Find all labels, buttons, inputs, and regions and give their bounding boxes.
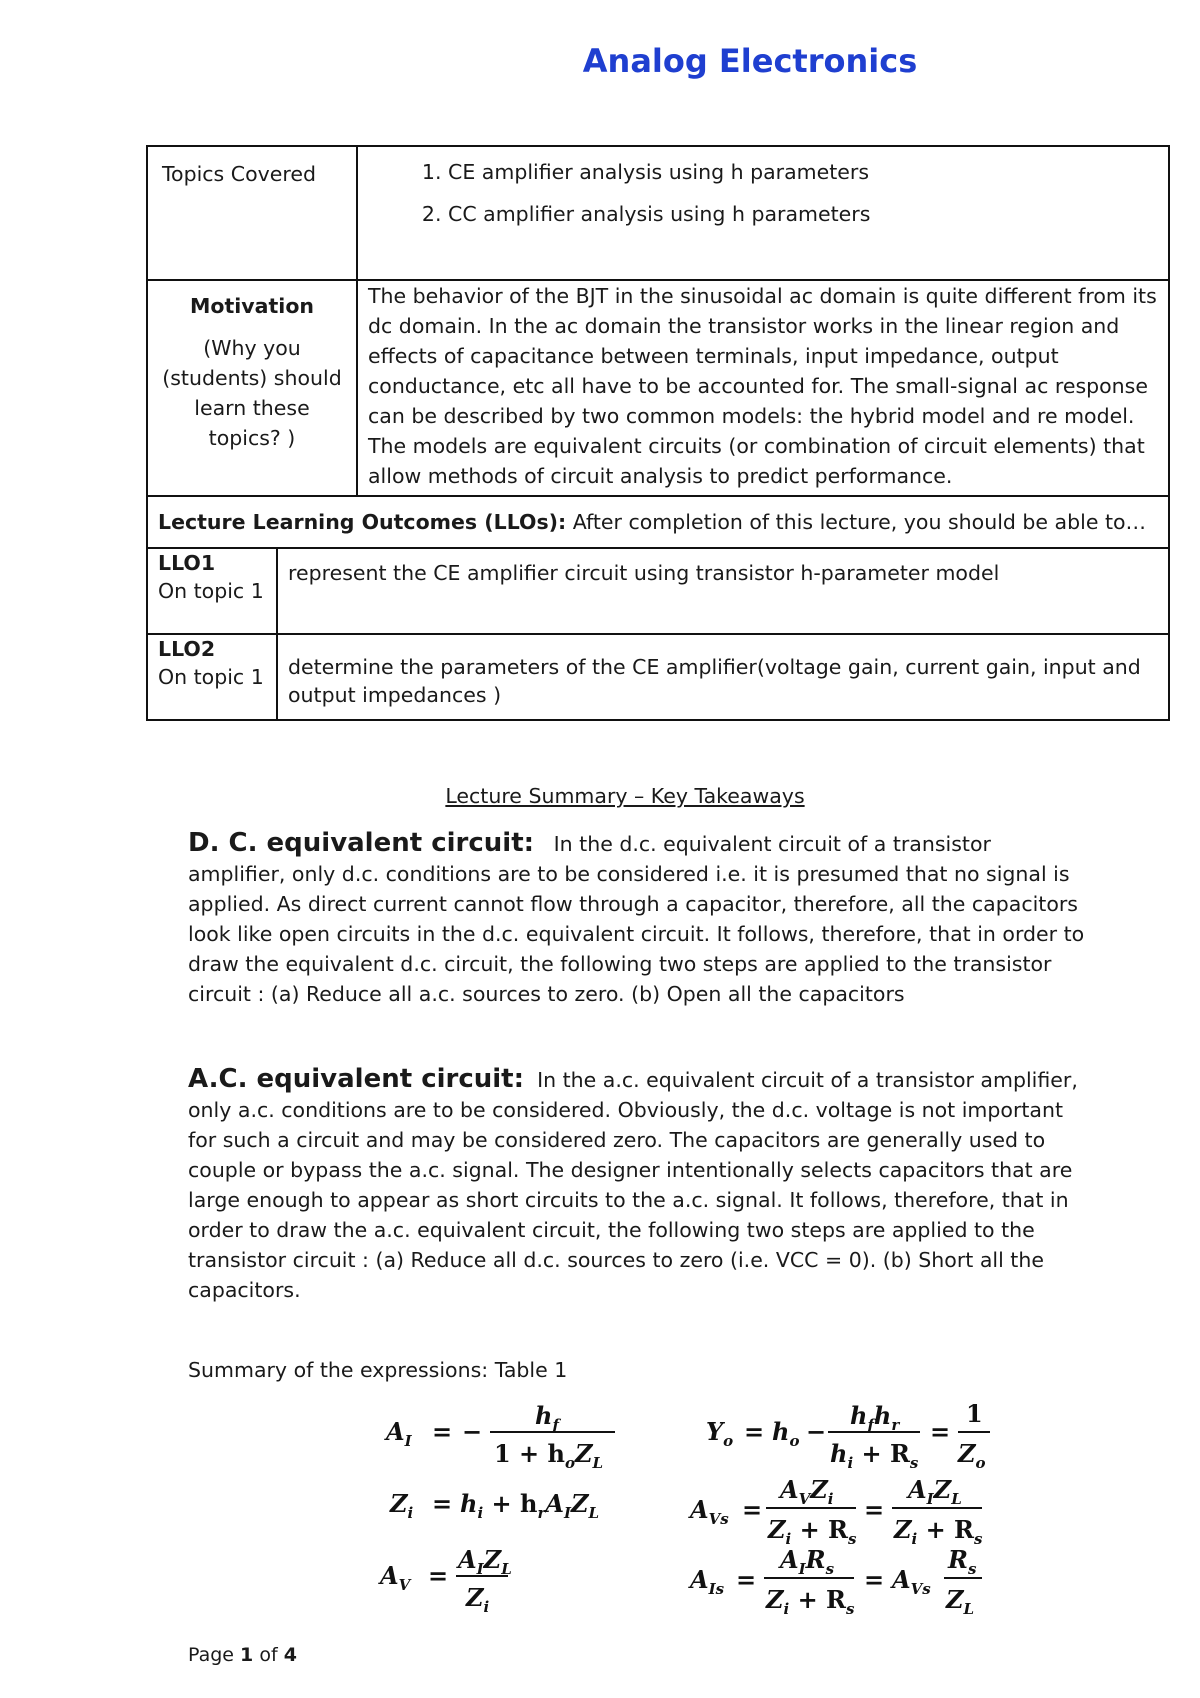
dc-section [188,828,1088,1009]
svg-text:−: − [806,1417,827,1446]
llo-topic: On topic 1 [158,579,264,603]
svg-text:AI: $A_I$ [386,1417,412,1450]
motivation-sublabel: (Why you (students) should learn these topics? ) [162,336,342,450]
llo-heading [147,496,1169,548]
svg-text:Zi + Rs: $Z_i + R_s$ [894,1515,983,1548]
of-word: of [259,1644,278,1666]
svg-text:AV: $A_V$ [380,1561,411,1594]
ac-section [188,1064,1088,1305]
svg-text:=: = [432,1417,453,1446]
voltage-gain-formula [378,1545,512,1616]
llo-row [147,634,1169,720]
lecture-plan-table [146,145,1170,721]
llo-description: represent the CE amplifier circuit using transistor h-parameter model [277,548,1169,634]
topics-covered-label: Topics Covered [147,146,357,280]
output-admittance-formula [706,1400,990,1472]
source-voltage-gain-formula [688,1475,983,1548]
svg-text:Zi: $Z_i$ [466,1583,490,1616]
current-gain-formula [384,1401,615,1472]
svg-text:AVs: $A_{Vs}$ [892,1565,931,1598]
motivation-label-cell [147,280,357,496]
topic-item: 1. CE amplifier analysis using h parameters [448,157,1154,187]
svg-text:Zo: $Z_o$ [958,1439,986,1472]
svg-text:=: = [744,1417,765,1446]
llo-id-cell [147,548,277,634]
svg-text:ZL: $Z_L$ [946,1585,975,1618]
document-title: Analog Electronics [582,42,918,80]
page-footer [188,1644,297,1666]
llo-row [147,548,1169,634]
llo-heading-bold: Lecture Learning Outcomes (LLOs): [158,510,567,534]
motivation-text: The behavior of the BJT in the sinusoidal ac domain is quite different from its dc domain. In the ac domain the transistor works in the linear region and effects of capacitance between terminals, input impedance, output conductance, etc all have to be accounted for. The small-signal ac response can be described by two common models: the hybrid model and re model. The models are equivalent circuits (or combination of circuit elements) that allow methods of circuit analysis to predict performance. [357,280,1169,496]
page-total: 4 [283,1644,297,1666]
svg-text:AVs: $A_{Vs}$ [690,1495,729,1528]
svg-text:=: = [864,1495,885,1524]
llo-id: LLO2 [158,637,216,661]
llo-heading-rest: After completion of this lecture, you should be able to… [566,510,1147,534]
svg-text:AIs: $A_{Is}$ [690,1565,725,1598]
llo-id-cell [147,634,277,720]
svg-text:=: = [428,1561,449,1590]
svg-text:=: = [736,1565,757,1594]
svg-text:Zi + Rs: $Z_i + R_s$ [768,1515,857,1548]
svg-text:AIZL: $A_IZ_L$ [908,1475,962,1508]
expressions-label: Summary of the expressions: Table 1 [188,1358,568,1382]
svg-text:=: = [432,1489,453,1518]
svg-text:Zi: $Z_i$ [390,1489,414,1522]
llo-description: determine the parameters of the CE amplifier(voltage gain, current gain, input and output impedances ) [277,634,1169,720]
svg-text:AIZL: $A_IZ_L$ [458,1545,512,1578]
page-word: Page [188,1644,234,1666]
svg-text:Rs: $R_s$ [948,1545,977,1578]
motivation-label: Motivation [189,294,314,318]
svg-text:hi + hrAIZL: $h_i + h_rA_IZ_L$ [460,1489,600,1522]
svg-text:=: = [742,1495,763,1524]
svg-text:ho: $h_o$ [772,1417,800,1450]
svg-text:AIRs: $A_IR_s$ [780,1545,835,1578]
dc-section-text: In the d.c. equivalent circuit of a transistor amplifier, only d.c. conditions are to be considered i.e. it is presumed that no signal is applied. As direct current cannot flow through a capacitor, therefore, all the capacitors look like open circuits in the d.c. equivalent circuit. It follows, therefore, that in order to draw the equivalent d.c. circuit, the following two steps are applied to the transistor circuit : (a) Reduce all a.c. sources to zero. (b) Open all the capacitors [188,832,1085,1006]
svg-text:AVZi: $A_VZ_i$ [780,1475,834,1508]
topic-item: 2. CC amplifier analysis using h parameters [448,199,1154,229]
svg-text:hfhr: $h_fh_r$ [850,1401,900,1434]
svg-text:=: = [864,1565,885,1594]
input-impedance-formula [389,1489,599,1522]
llo-id: LLO1 [158,551,216,575]
svg-text:Yo: $Y_o$ [706,1417,734,1450]
svg-text:−: − [462,1417,483,1446]
svg-text:hi + Rs: $h_i + R_s$ [830,1439,919,1472]
ac-section-text: In the a.c. equivalent circuit of a transistor amplifier, only a.c. conditions are to be considered. Obviously, the d.c. voltage is not important for such a circuit and may be considered zero. The capacitors are generally used to couple or bypass the a.c. signal. The designer intentionally selects capacitors that are large enough to appear as short circuits to the a.c. signal. It follows, therefore, that in order to draw the a.c. equivalent circuit, the following two steps are applied to the transistor circuit : (a) Reduce all d.c. sources to zero (i.e. VCC = 0). (b) Short all the capacitors. [188,1068,1078,1302]
svg-text:=: = [930,1417,951,1446]
summary-heading: Lecture Summary – Key Takeaways [445,784,805,808]
svg-text:hf: $h_f$ [535,1401,559,1434]
svg-text:1: 1 [966,1400,983,1428]
topics-covered-list [357,146,1169,280]
llo-topic: On topic 1 [158,665,264,689]
svg-text:Zi + Rs: $Z_i + R_s$ [766,1585,855,1618]
svg-text:1 + hoZL: $1 + h_oZ_L$ [494,1439,604,1472]
page-number: 1 [240,1644,254,1666]
formula-table [360,1400,1100,1640]
source-current-gain-formula [688,1545,982,1618]
dc-section-title: D. C. equivalent circuit: [188,828,535,858]
ac-section-title: A.C. equivalent circuit: [188,1064,524,1094]
